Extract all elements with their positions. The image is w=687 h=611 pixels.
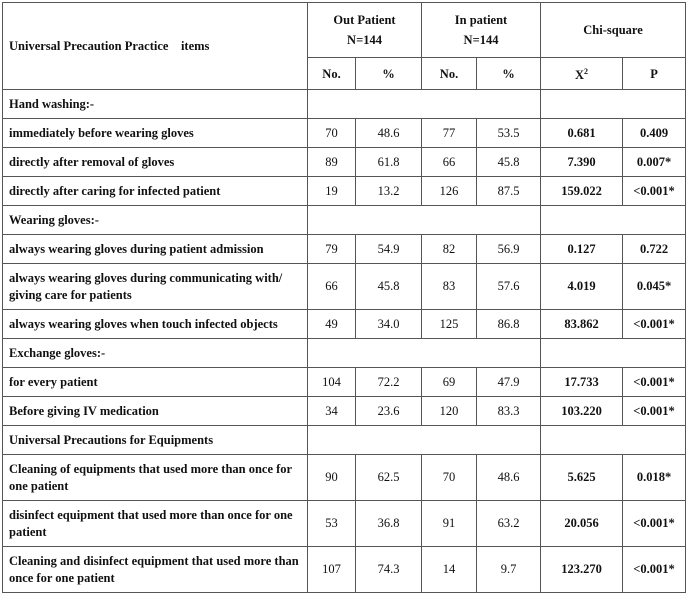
table-row xyxy=(3,368,686,397)
row-item-label: always wearing gloves during communicating with/ giving care for patients xyxy=(3,264,308,310)
chi-square-header: Chi-square xyxy=(541,3,686,58)
section-filler xyxy=(308,90,541,119)
in-patient-pct: 9.7 xyxy=(477,547,541,593)
in-patient-title: In patient xyxy=(454,13,508,27)
p-value: <0.001* xyxy=(623,397,686,426)
row-item-label: Cleaning of equipments that used more than once for one patient xyxy=(3,455,308,501)
in-patient-no: 70 xyxy=(422,455,477,501)
out-patient-pct: 54.9 xyxy=(356,235,422,264)
in-patient-no: 77 xyxy=(422,119,477,148)
out-patient-pct: 74.3 xyxy=(356,547,422,593)
section-row xyxy=(3,206,686,235)
in-patient-pct: 86.8 xyxy=(477,310,541,339)
section-title: Wearing gloves:- xyxy=(3,206,308,235)
in-patient-pct: 83.3 xyxy=(477,397,541,426)
section-filler xyxy=(541,426,686,455)
table-row xyxy=(3,455,686,501)
out-patient-pct: 36.8 xyxy=(356,501,422,547)
table-row xyxy=(3,235,686,264)
in-patient-no: 125 xyxy=(422,310,477,339)
row-item-label: Cleaning and disinfect equipment that used more than once for one patient xyxy=(3,547,308,593)
in-patient-no: 91 xyxy=(422,501,477,547)
chi-square-value: 123.270 xyxy=(541,547,623,593)
p-value: <0.001* xyxy=(623,368,686,397)
out-pct-header: % xyxy=(356,58,422,90)
out-patient-no: 34 xyxy=(308,397,356,426)
table-row xyxy=(3,501,686,547)
in-patient-no: 82 xyxy=(422,235,477,264)
chi-square-value: 103.220 xyxy=(541,397,623,426)
row-item-label: Before giving IV medication xyxy=(3,397,308,426)
section-filler xyxy=(541,339,686,368)
row-item-label: immediately before wearing gloves xyxy=(3,119,308,148)
p-value: <0.001* xyxy=(623,177,686,206)
out-patient-pct: 45.8 xyxy=(356,264,422,310)
out-patient-no: 90 xyxy=(308,455,356,501)
section-title: Exchange gloves:- xyxy=(3,339,308,368)
in-patient-pct: 57.6 xyxy=(477,264,541,310)
in-patient-no: 83 xyxy=(422,264,477,310)
in-patient-no: 66 xyxy=(422,148,477,177)
in-patient-n: N=144 xyxy=(463,33,499,47)
section-filler xyxy=(541,206,686,235)
out-patient-no: 70 xyxy=(308,119,356,148)
p-value: <0.001* xyxy=(623,547,686,593)
table-row xyxy=(3,264,686,310)
x2-symbol: X xyxy=(575,68,585,83)
p-value: 0.018* xyxy=(623,455,686,501)
section-filler xyxy=(308,206,541,235)
in-patient-pct: 53.5 xyxy=(477,119,541,148)
table-row xyxy=(3,310,686,339)
table-row xyxy=(3,148,686,177)
in-patient-pct: 47.9 xyxy=(477,368,541,397)
p-value: <0.001* xyxy=(623,501,686,547)
out-patient-no: 53 xyxy=(308,501,356,547)
table-row xyxy=(3,547,686,593)
practice-table xyxy=(2,2,686,593)
in-no-header: No. xyxy=(422,58,477,90)
section-row xyxy=(3,90,686,119)
chi-square-value: 4.019 xyxy=(541,264,623,310)
chi-square-value: 0.127 xyxy=(541,235,623,264)
out-patient-pct: 13.2 xyxy=(356,177,422,206)
out-patient-no: 66 xyxy=(308,264,356,310)
p-header: P xyxy=(623,58,686,90)
in-patient-no: 120 xyxy=(422,397,477,426)
p-value: 0.045* xyxy=(623,264,686,310)
out-patient-n: N=144 xyxy=(347,33,382,47)
row-item-label: always wearing gloves when touch infected objects xyxy=(3,310,308,339)
chi-square-value: 5.625 xyxy=(541,455,623,501)
chi-square-value: 83.862 xyxy=(541,310,623,339)
in-patient-header xyxy=(422,3,541,58)
chi-square-value: 159.022 xyxy=(541,177,623,206)
out-patient-pct: 62.5 xyxy=(356,455,422,501)
out-patient-pct: 48.6 xyxy=(356,119,422,148)
row-item-label: directly after removal of gloves xyxy=(3,148,308,177)
in-patient-pct: 56.9 xyxy=(477,235,541,264)
chi-square-value: 20.056 xyxy=(541,501,623,547)
table-row xyxy=(3,177,686,206)
out-patient-title: Out Patient xyxy=(333,13,396,27)
out-patient-no: 104 xyxy=(308,368,356,397)
in-patient-no: 69 xyxy=(422,368,477,397)
chi-square-value: 0.681 xyxy=(541,119,623,148)
row-item-label: disinfect equipment that used more than once for one patient xyxy=(3,501,308,547)
p-value: <0.001* xyxy=(623,310,686,339)
in-patient-pct: 48.6 xyxy=(477,455,541,501)
p-value: 0.722 xyxy=(623,235,686,264)
section-filler xyxy=(308,339,541,368)
row-item-label: for every patient xyxy=(3,368,308,397)
section-filler xyxy=(308,426,541,455)
in-patient-no: 14 xyxy=(422,547,477,593)
section-title: Hand washing:- xyxy=(3,90,308,119)
out-patient-no: 89 xyxy=(308,148,356,177)
out-patient-no: 19 xyxy=(308,177,356,206)
section-row xyxy=(3,339,686,368)
out-patient-no: 79 xyxy=(308,235,356,264)
in-patient-pct: 63.2 xyxy=(477,501,541,547)
x2-header xyxy=(541,58,623,90)
out-patient-no: 107 xyxy=(308,547,356,593)
chi-square-value: 7.390 xyxy=(541,148,623,177)
p-value: 0.409 xyxy=(623,119,686,148)
in-patient-pct: 45.8 xyxy=(477,148,541,177)
p-value: 0.007* xyxy=(623,148,686,177)
out-no-header: No. xyxy=(308,58,356,90)
row-item-label: directly after caring for infected patient xyxy=(3,177,308,206)
x2-superscript: 2 xyxy=(584,66,589,76)
section-row xyxy=(3,426,686,455)
chi-square-value: 17.733 xyxy=(541,368,623,397)
out-patient-header xyxy=(308,3,422,58)
in-patient-pct: 87.5 xyxy=(477,177,541,206)
in-pct-header: % xyxy=(477,58,541,90)
item-column-header: Universal Precaution Practice items xyxy=(3,3,308,90)
out-patient-pct: 61.8 xyxy=(356,148,422,177)
out-patient-pct: 34.0 xyxy=(356,310,422,339)
out-patient-no: 49 xyxy=(308,310,356,339)
section-filler xyxy=(541,90,686,119)
out-patient-pct: 23.6 xyxy=(356,397,422,426)
row-item-label: always wearing gloves during patient admission xyxy=(3,235,308,264)
section-title: Universal Precautions for Equipments xyxy=(3,426,308,455)
table-row xyxy=(3,397,686,426)
in-patient-no: 126 xyxy=(422,177,477,206)
out-patient-pct: 72.2 xyxy=(356,368,422,397)
table-row xyxy=(3,119,686,148)
